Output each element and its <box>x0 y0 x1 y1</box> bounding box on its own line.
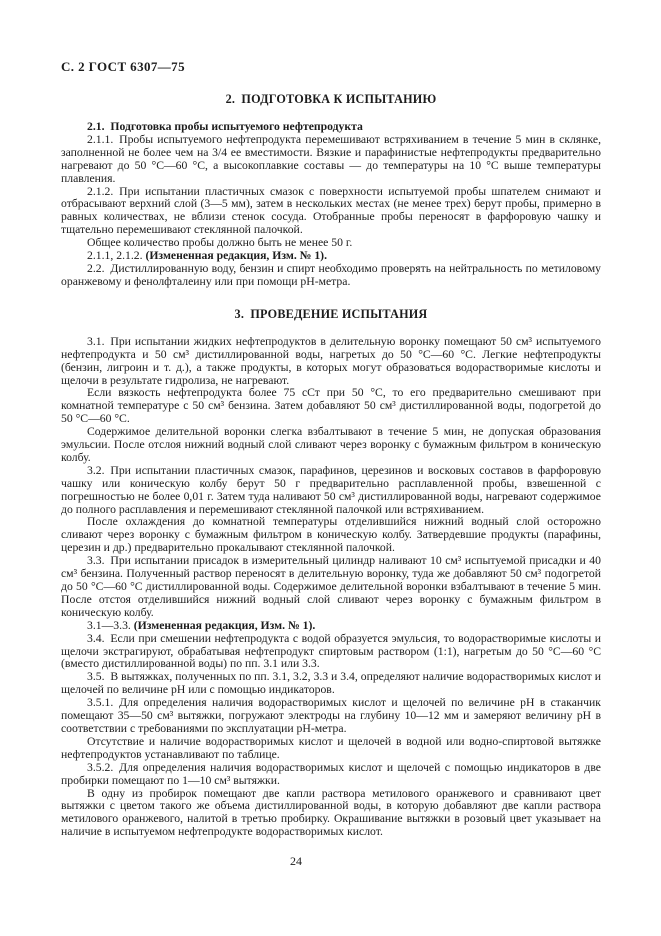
paragraph <box>61 465 601 517</box>
text-run: 2.1. Подготовка пробы испытуемого нефтепродукта <box>87 120 363 133</box>
text-run: Отсутствие и наличие водорастворимых кислот и щелочей в водной или водно-спиртовой вытяжке нефтепродуктов устанавливают по таблице. <box>61 734 601 761</box>
text-run: 3.5.2. Для определения наличия водорастворимых кислот и щелочей с помощью индикаторов в две пробирки помещают по 1—10 см³ вытяжки. <box>61 760 601 787</box>
paragraph <box>61 426 601 465</box>
paragraph <box>61 697 601 736</box>
text-run: 3. ПРОВЕДЕНИЕ ИСПЫТАНИЯ <box>234 306 428 321</box>
text-run: 2. ПОДГОТОВКА К ИСПЫТАНИЮ <box>225 92 437 106</box>
text-run: Общее количество пробы должно быть не менее 50 г. <box>87 236 353 250</box>
paragraph <box>61 336 601 388</box>
text-run: 2.1.1, 2.1.2. <box>87 249 146 263</box>
text-run: 3.5. В вытяжках, полученных по пп. 3.1, 3.2, 3.3 и 3.4, определяют наличие водорастворимых кислот и щелочей по величине рН или с помощью индикаторов. <box>61 670 601 697</box>
paragraph <box>61 555 601 620</box>
text-run: После охлаждения до комнатной температуры отделившийся нижний водный слой осторожно сливают через воронку с бумажным фильтром в коническую колбу. Затвердевшие продукты (парафины, церезин и др.) предварительно прокалывают стеклянной палочкой. <box>61 515 601 555</box>
text-run: 3.3. При испытании присадок в измерительный цилиндр наливают 10 см³ испытуемой присадки и 40 см³ бензина. Полученный раствор переносят в делительную воронку, туда же добавляют 50 см³ подогретой до 50 °С—60 °С дистиллированной воды. Содержимое делительной воронки взбалтывают в течение 5 мин. После отстоя отделившийся нижний водный слой сливают через воронку с бумажным фильтром в коническую колбу. <box>61 554 601 619</box>
amendment-note: (Измененная редакция, Изм. № 1). <box>145 249 327 263</box>
document-blocks <box>61 93 601 839</box>
text-run: В одну из пробирок помещают две капли раствора метилового оранжевого и сравнивают цвет вытяжки с цветом такого же объема дистиллированной воды, в которую добавляют две капли раствора метилового оранжевого, налитой в третью пробирку. Окрашивание вытяжки в розовый цвет указывает на наличие в испытуемом нефтепродукте водорастворимых кислот. <box>61 786 601 839</box>
paragraph <box>61 736 601 762</box>
page-number: 24 <box>290 854 302 869</box>
section-title <box>61 93 601 106</box>
text-run: 3.1. При испытании жидких нефтепродуктов в делительную воронку помещают 50 см³ испытуемого нефтепродукта и 50 см³ дистиллированной воды, нагретых до 50 °С—60 °С. Легкие нефтепродукты (бензин, лигроин и т. д.), а также продукты, в которых могут образоваться водорастворимые кислоты и щелочи в результате гидролиза, не нагревают. <box>61 334 601 387</box>
paragraph <box>61 387 601 426</box>
paragraph <box>61 134 601 186</box>
text-run: 2.1.2. При испытании пластичных смазок с поверхности испытуемой пробы шпателем снимают и отбрасывают верхний слой (3—5 мм), затем в нескольких местах (не менее трех) берут пробы, примерно в равных количествах, не вблизи стенок сосуда. Отобранные пробы переносят в фарфоровую чашку и тщательно перемешивают стеклянной палочкой. <box>61 184 601 237</box>
paragraph <box>61 186 601 238</box>
paragraph <box>61 762 601 788</box>
text-run: 3.4. Если при смешении нефтепродукта с водой образуется эмульсия, то водорастворимые кислоты и щелочи экстрагируют, обрабатывая нефтепродукт спиртовым раствором (1:1), нагретым до 50 °С—60 °С (вместо дистиллированной воды) по пп. 3.1 или 3.3. <box>61 631 601 671</box>
text-run: Если вязкость нефтепродукта более 75 сСт при 50 °С, то его предварительно смешивают при комнатной температуре с 50 см³ бензина. Затем добавляют 50 см³ дистиллированной воды, подогретой до 50 °С—60 °С. <box>61 386 601 426</box>
text-run: 3.5.1. Для определения наличия водорастворимых кислот и щелочей по величине рН в стаканчик помещают 35—50 см³ вытяжки, погружают электроды на глубину 10—12 мм и замеряют величину рН в соответствии с требованиями по эксплуатации рН-метра. <box>61 696 601 735</box>
paragraph <box>61 516 601 555</box>
amendment-note: (Измененная редакция, Изм. № 1). <box>133 618 316 632</box>
section-title <box>61 308 601 321</box>
paragraph <box>61 671 601 697</box>
text-run: Содержимое делительной воронки слегка взбалтывают в течение 5 мин, не допуская образования эмульсии. После отслоя нижний водный слой сливают через воронку с бумажным фильтром в коническую колбу. <box>61 425 601 464</box>
text-run: 3.2. При испытании пластичных смазок, парафинов, церезинов и восковых составов в фарфоровую чашку или коническую колбу берут 50 г предварительно расплавленной пробы, взвешенной с погрешностью не более 0,01 г. Затем туда наливают 50 см³ дистиллированной воды, нагревают содержимое до полного расплавления и перемешивают стеклянной палочкой или встряхиванием. <box>61 463 601 516</box>
page-header: С. 2 ГОСТ 6307—75 <box>61 59 185 74</box>
paragraph <box>61 788 601 840</box>
paragraph <box>61 633 601 672</box>
text-run: 2.2. Дистиллированную воду, бензин и спирт необходимо проверять на нейтральность по метиловому оранжевому и фенолфталеину или при помощи рН-метра. <box>61 261 601 288</box>
text-run: 2.1.1. Пробы испытуемого нефтепродукта перемешивают встряхиванием в течение 5 мин в склянке, заполненной не более чем на 3/4 ее вместимости. Вязкие и парафинистые нефтепродукты предварительно нагревают до 50 °С—60 °С, а высокоплавкие составы — до температуры на 10 °С выше температуры плавления. <box>61 132 601 185</box>
paragraph <box>61 263 601 289</box>
text-run: 3.1—3.3. <box>87 618 134 632</box>
